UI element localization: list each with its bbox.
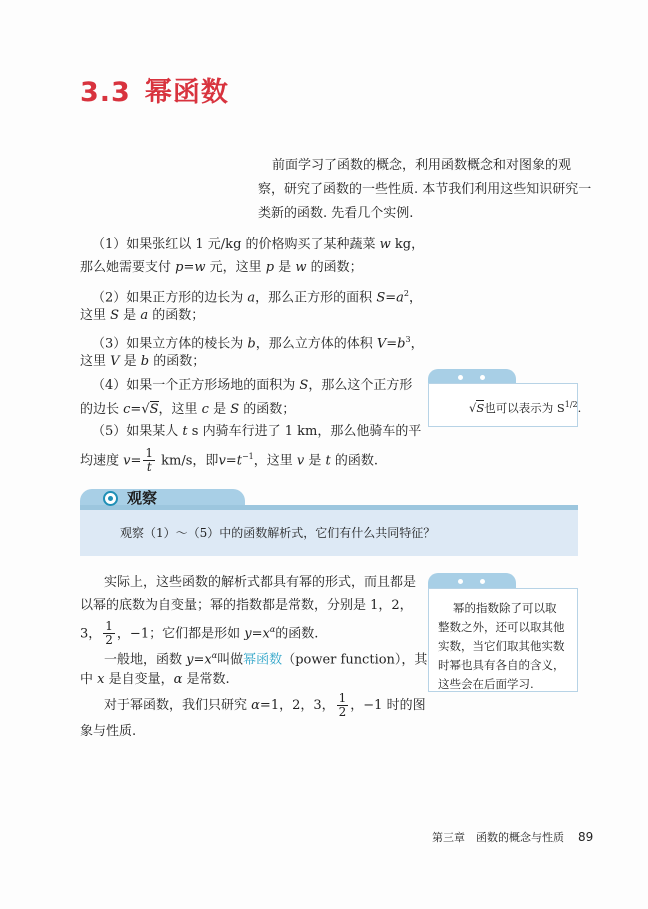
example-4: （4）如果一个正方形场地的面积为 S，那么这个正方形 xyxy=(92,378,413,393)
fraction: $\frac{1}{2}$ xyxy=(105,619,113,648)
example-3-cont: 这里 V 是 b 的函数； xyxy=(80,354,206,369)
note-2-line: 幂的指数除了可以取 xyxy=(453,601,557,615)
observe-question: 观察（1）～（5）中的函数解析式，它们有什么共同特征？ xyxy=(120,526,436,540)
section-name: 幂函数 xyxy=(144,77,229,108)
note-2-line: 实数，当它们取其他实数 xyxy=(438,639,565,653)
body-line: 以幂的底数为自变量；幂的指数都是常数，分别是 1，2， xyxy=(80,598,413,613)
body-line: 3， $\frac{1}{2}$ ，−1；它们都是形如 $y=x^\alpha$的函数. xyxy=(80,619,319,648)
example-5: （5）如果某人 t s 内骑车行进了 1 km，那么他骑车的平 xyxy=(92,424,422,439)
note-2-line: 这些会在后面学习. xyxy=(438,677,534,691)
example-2: （2）如果正方形的边长为 a，那么正方形的面积 $S=a^2$， xyxy=(92,289,422,306)
fraction: $\frac{1}{2}$ xyxy=(338,691,347,719)
intro-line: 前面学习了函数的概念，利用函数概念和对图象的观 xyxy=(272,158,572,173)
section-title xyxy=(80,70,229,109)
body-line: 中 x 是自变量，α 是常数. xyxy=(80,672,230,687)
example-4-cont: 的边长 c=√S，这里 c 是 S 的函数； xyxy=(80,402,296,417)
observe-label: 观察 xyxy=(127,489,158,507)
page-footer xyxy=(432,829,593,845)
body-line: 象与性质. xyxy=(80,724,137,739)
note-2-line: 整数之外，还可以取其他 xyxy=(438,620,565,634)
intro-line: 类新的函数. 先看几个实例. xyxy=(258,206,414,221)
section-number: 3.3 xyxy=(80,77,131,108)
example-5-cont: 均速度 v= $\frac{1}{t}$ km/s，即$v=t^{-1}$，这里 v 是 t 的函数. xyxy=(80,446,378,475)
body-line: 一般地，函数 $y=x^\alpha$叫做幂函数（power function），其 xyxy=(104,651,428,668)
example-1-cont: 那么她需要支付 p=w 元，这里 p 是 w 的函数； xyxy=(80,260,363,275)
body-line: 实际上，这些函数的解析式都具有幂的形式，而且都是 xyxy=(104,575,417,590)
fraction: $\frac{1}{t}$ xyxy=(145,446,154,475)
note-1-text: √S也可以表示为 $S^{1/2}$. xyxy=(469,400,582,415)
example-1: （1）如果张红以 1 元/kg 的价格购买了某种蔬菜 w kg， xyxy=(92,237,425,252)
example-2-cont: 这里 S 是 a 的函数； xyxy=(80,308,205,323)
term-power-function: 幂函数 xyxy=(243,652,283,668)
chapter-label: 第三章 函数的概念与性质 xyxy=(432,831,564,844)
page-number: 89 xyxy=(578,830,594,844)
intro-line: 察，研究了函数的一些性质. 本节我们利用这些知识研究一 xyxy=(258,182,592,197)
observe-icon xyxy=(103,491,118,506)
body-line: 对于幂函数，我们只研究 α=1，2，3， $\frac{1}{2}$ ，−1 时的图 xyxy=(104,691,426,719)
note-2-line: 时幂也具有各自的含义， xyxy=(438,658,565,672)
example-3: （3）如果立方体的棱长为 b，那么立方体的体积 $V=b^3$， xyxy=(92,335,424,352)
